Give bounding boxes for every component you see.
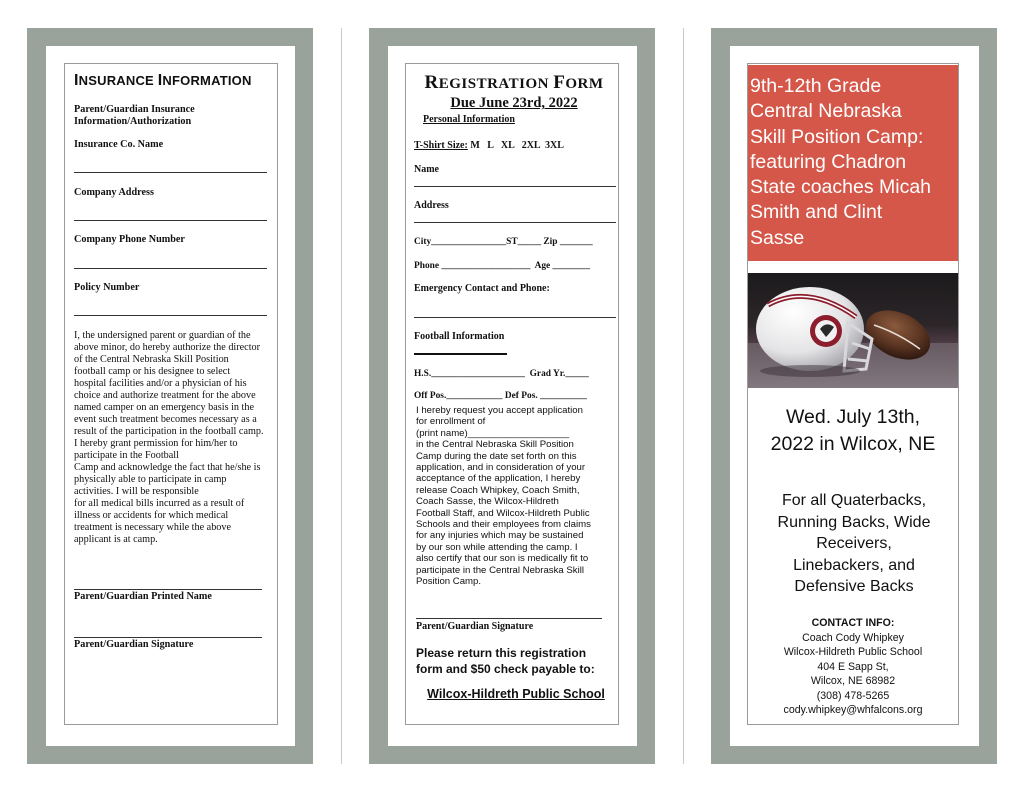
football-info-underline (414, 353, 507, 355)
payee-school: Wilcox-Hildreth Public School (427, 687, 605, 701)
insurance-policy-number-label: Policy Number (74, 282, 140, 293)
event-date: Wed. July 13th, 2022 in Wilcox, NE (770, 406, 936, 455)
tshirt-size-options[interactable]: M L XL 2XL 3XL (470, 140, 564, 151)
fold-line-right (683, 28, 684, 764)
contact-coach: Coach Cody Whipkey (802, 631, 904, 644)
insurance-company-phone-label: Company Phone Number (74, 234, 185, 245)
contact-heading: CONTACT INFO: (811, 617, 895, 629)
insurance-company-address-line[interactable] (74, 220, 267, 221)
insurance-signature-line[interactable] (74, 637, 262, 638)
insurance-company-address-label: Company Address (74, 187, 154, 198)
contact-city: Wilcox, NE 68982 (810, 675, 896, 687)
tshirt-size-row[interactable] (414, 140, 564, 152)
name-line[interactable] (414, 186, 616, 187)
eligible-positions: For all Quaterbacks, Running Backs, Wide Receivers, Linebackers, and Defensive Backs (777, 492, 931, 595)
address-line[interactable] (414, 222, 616, 223)
personal-info-heading: Personal Information (423, 114, 515, 125)
high-school-grad-year-field[interactable]: H.S.____________________ Grad Yr._____ (414, 369, 589, 379)
contact-email[interactable]: cody.whipkey@whfalcons.org (783, 704, 923, 716)
emergency-contact-line[interactable] (414, 317, 616, 318)
insurance-company-name-label: Insurance Co. Name (74, 139, 164, 150)
phone-age-field[interactable]: Phone ___________________ Age ________ (414, 261, 591, 271)
fold-line-left (341, 28, 342, 764)
insurance-authorization-text: I, the undersigned parent or guardian of the above minor, do hereby authorize the director of the Central Nebraska Skill Position football camp or his designee to select hospital facilities and/or a physician of his choice and authorize treatment for the above named camper on an emergency basis in the event such treatment becomes necessary as a result of the participation in the football camp. I hereby grant permission for him/her to participate in the Football Camp and acknowledge the fact that he/she is physically able to participate in camp activities. I will be responsible for all medical bills incurred as a result of illness or accidents for which medical treatment is necessary while the above applicant is at camp. (74, 330, 264, 545)
city-state-zip-field[interactable]: City________________ST_____ Zip _______ (414, 237, 593, 247)
insurance-printed-name-line[interactable] (74, 589, 262, 590)
contact-school: Wilcox-Hildreth Public School (783, 646, 923, 658)
insurance-policy-number-line[interactable] (74, 315, 267, 316)
helmet-photo-illustration (748, 273, 958, 388)
registration-signature-line[interactable] (416, 618, 602, 619)
registration-signature-label: Parent/Guardian Signature (416, 621, 534, 632)
insurance-company-name-line[interactable] (74, 172, 267, 173)
registration-due-date: Due June 23rd, 2022 (450, 95, 578, 111)
return-instructions: Please return this registration form and $50 check payable to: (416, 646, 595, 676)
insurance-signature-label: Parent/Guardian Signature (74, 639, 194, 650)
emergency-contact-label: Emergency Contact and Phone: (414, 283, 550, 294)
registration-consent-text: I hereby request you accept application for enrollment of (print name)___________________ in the Central Nebraska Skill Position Camp during the date set forth on this application, and in consideration of your acceptance of the application, I hereby release Coach Whipkey, Coach Smith, Coach Sasse, the Wilcox-Hildreth Football Staff, and Wilcox-Hildreth Public Schools and their employees from claims for any injuries which may be sustained by our son while attending the camp. I also certify that our son is medically fit to participate in the Central Nebraska Skill Position Camp. (416, 405, 591, 588)
insurance-intro: Parent/Guardian Insurance Information/Authorization (74, 104, 195, 127)
contact-street: 404 E Sapp St, (817, 660, 889, 673)
address-label: Address (414, 200, 449, 211)
name-label: Name (414, 164, 439, 175)
insurance-printed-name-label: Parent/Guardian Printed Name (74, 591, 212, 602)
positions-field[interactable]: Off Pos.____________ Def Pos. __________ (414, 391, 587, 401)
insurance-title: INSURANCE INFORMATION (74, 72, 252, 89)
registration-title: REGISTRATION FORM (424, 72, 604, 93)
contact-info (748, 616, 958, 718)
camp-headline: 9th-12th Grade Central Nebraska Skill Position Camp: featuring Chadron State coaches Micah Smith and Clint Sasse (750, 75, 932, 249)
helmet-and-football-photo (748, 273, 958, 388)
tshirt-size-label: T-Shirt Size: (414, 140, 468, 151)
football-info-label: Football Information (414, 331, 505, 342)
insurance-company-phone-line[interactable] (74, 268, 267, 269)
contact-phone[interactable]: (308) 478-5265 (816, 689, 890, 702)
